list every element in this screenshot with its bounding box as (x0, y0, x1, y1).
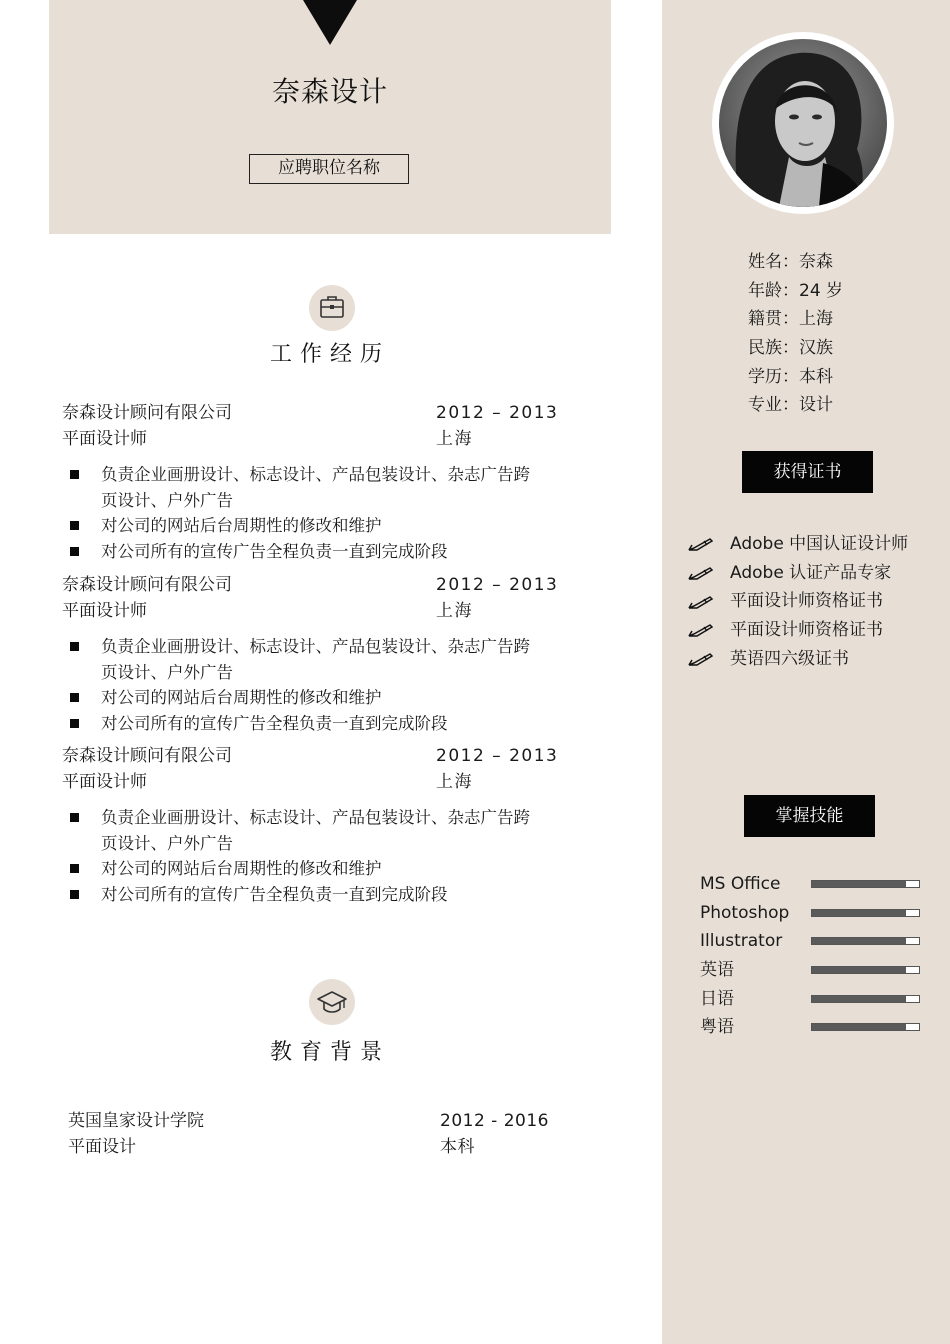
job-company: 奈森设计顾问有限公司 (62, 575, 232, 595)
job-location: 上海 (436, 429, 473, 449)
skill-name: MS Office (700, 874, 781, 894)
job-location: 上海 (436, 601, 473, 621)
skill-bar (811, 995, 920, 1003)
duty-item: 对公司所有的宣传广告全程负责一直到完成阶段 (62, 711, 541, 737)
skill-bar-fill (812, 881, 906, 887)
work-section-title: 工作经历 (269, 342, 390, 367)
skill-bar (811, 966, 920, 974)
certificate-item: 英语四六级证书 (688, 645, 908, 674)
job-role: 平面设计师 (62, 772, 147, 792)
certificates-title: 获得证书 (742, 451, 873, 493)
pen-icon (688, 565, 714, 581)
skills-title: 掌握技能 (744, 795, 875, 837)
job-duties (62, 634, 562, 736)
skill-row (700, 985, 922, 1014)
job-period: 2012 – 2013 (436, 746, 559, 766)
job-period: 2012 – 2013 (436, 575, 559, 595)
info-row: 姓名：奈森 (748, 252, 833, 272)
pen-icon (688, 651, 714, 667)
skill-row (700, 927, 922, 956)
skills-list (700, 870, 922, 1042)
job-location: 上海 (436, 772, 473, 792)
header-triangle-decoration (303, 0, 357, 45)
skill-bar (811, 937, 920, 945)
skill-row (700, 956, 922, 985)
graduation-cap-icon (309, 979, 355, 1025)
skill-bar (811, 880, 920, 888)
job-role: 平面设计师 (62, 601, 147, 621)
skill-bar (811, 909, 920, 917)
skill-name: Photoshop (700, 902, 790, 923)
job-company: 奈森设计顾问有限公司 (62, 746, 232, 766)
briefcase-icon (309, 285, 355, 331)
education-section-title: 教育背景 (269, 1040, 390, 1065)
school-name: 英国皇家设计学院 (68, 1111, 204, 1131)
education-entry (68, 1108, 548, 1160)
certificate-item: 平面设计师资格证书 (688, 587, 908, 616)
duty-item: 对公司所有的宣传广告全程负责一直到完成阶段 (62, 882, 541, 908)
info-row: 学历：本科 (748, 366, 833, 387)
certificate-item: 平面设计师资格证书 (688, 616, 908, 645)
certificate-item: Adobe 中国认证设计师 (688, 530, 908, 559)
job-duties (62, 805, 562, 907)
education-period: 2012 - 2016 (440, 1111, 549, 1131)
duty-item: 对公司的网站后台周期性的修改和维护 (62, 513, 541, 539)
pen-icon (688, 594, 714, 610)
info-row: 年龄：24 岁 (748, 280, 844, 301)
pen-icon (688, 622, 714, 638)
position-title-box: 应聘职位名称 (249, 154, 409, 184)
skill-bar-fill (812, 938, 906, 944)
duty-item: 负责企业画册设计、标志设计、产品包装设计、杂志广告跨页设计、户外广告 (62, 805, 541, 856)
certificate-item: Adobe 认证产品专家 (688, 559, 908, 588)
skill-row (700, 1013, 922, 1042)
degree: 本科 (440, 1137, 475, 1157)
info-row: 专业：设计 (748, 395, 833, 416)
job-period: 2012 – 2013 (436, 403, 559, 423)
duty-item: 负责企业画册设计、标志设计、产品包装设计、杂志广告跨页设计、户外广告 (62, 462, 541, 513)
personal-info-list (748, 248, 843, 420)
pen-icon (688, 536, 714, 552)
job-duties (62, 462, 562, 564)
job-role: 平面设计师 (62, 429, 147, 449)
skill-name: 日语 (700, 988, 734, 1009)
job-entry-2 (62, 572, 562, 736)
skill-bar (811, 1023, 920, 1031)
major: 平面设计 (68, 1137, 136, 1157)
duty-item: 对公司所有的宣传广告全程负责一直到完成阶段 (62, 539, 541, 565)
certificate-list (688, 530, 908, 673)
duty-item: 对公司的网站后台周期性的修改和维护 (62, 856, 541, 882)
resume-name: 奈森设计 (271, 75, 388, 108)
job-entry-1 (62, 400, 562, 564)
duty-item: 对公司的网站后台周期性的修改和维护 (62, 685, 541, 711)
info-row: 籍贯：上海 (748, 309, 833, 330)
avatar (719, 39, 887, 207)
skill-name: Illustrator (700, 931, 783, 952)
skill-row (700, 899, 922, 928)
skill-name: 粤语 (700, 1017, 734, 1038)
skill-name: 英语 (700, 960, 734, 981)
skill-bar-fill (812, 910, 906, 916)
job-company: 奈森设计顾问有限公司 (62, 403, 232, 423)
skill-bar-fill (812, 1024, 906, 1030)
duty-item: 负责企业画册设计、标志设计、产品包装设计、杂志广告跨页设计、户外广告 (62, 634, 541, 685)
job-entry-3 (62, 743, 562, 907)
skill-bar-fill (812, 996, 906, 1002)
skill-bar-fill (812, 967, 906, 973)
skill-row (700, 870, 922, 899)
info-row: 民族：汉族 (748, 338, 833, 359)
